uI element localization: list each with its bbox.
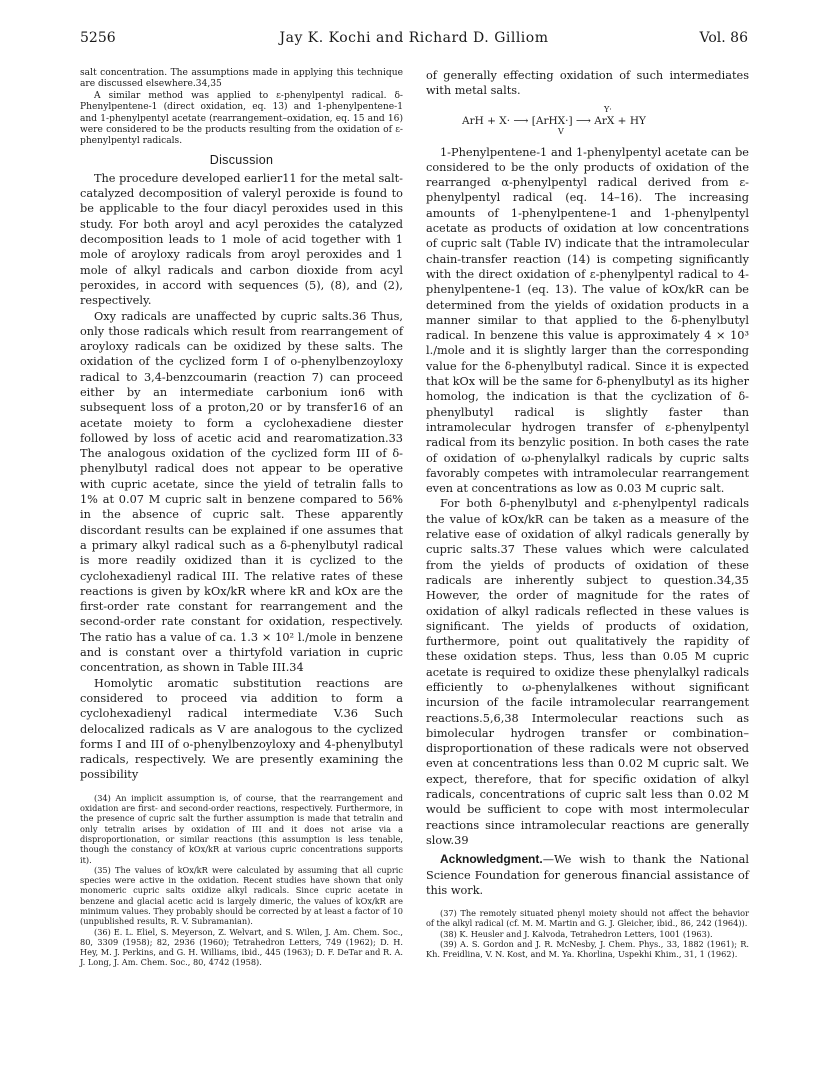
volume-label: Vol. 86 [699, 30, 748, 46]
discussion-paragraph-3: Homolytic aromatic substitution reactions are considered to proceed via addition to form a cyclohexadienyl radical intermediate V.36 Such delocalized radicals as V are analogous to the cyclized forms I and III of o-phenylbenzoyloxy and 4-phenylbutyl radicals, respectively. We are presently examining the possibility [80, 676, 403, 782]
footnote-38: (38) K. Heusler and J. Kalvoda, Tetrahedron Letters, 1001 (1963). [440, 928, 713, 939]
right-paragraph-2: For both δ-phenylbutyl and ε-phenylpentyl radicals the value of kOx/kR can be taken as a measure of the relative ease of oxidation of alkyl radicals generally by cupric salts.37 These values which were calculated from the yields of products of oxidation of these radicals are inherently subject to question.34,35 However, the order of magnitude for the rates of oxidation of alkyl radicals reflected in these values is significant. The yields of products of oxidation, furthermore, point out qualitatively the rapidity of these oxidation steps. Thus, less than 0.05 M cupric acetate is required to oxidize these phenylalkyl radicals efficiently to ω-phenylalkenes without significant incursion of the facile intramolecular rearrangement reactions.5,6,38 Intermolecular reactions such as bimolecular hydrogen transfer or combination–disproportionation of these radicals were not observed even at concentrations less than 0.02 M cupric salt. We expect, therefore, that for specific oxidation of alkyl radicals, concentrations of cupric salt less than 0.02 M would be sufficient to cope with most intermolecular reactions since intramolecular reactions are generally slow.39 [426, 497, 749, 847]
running-authors: Jay K. Kochi and Richard D. Gilliom [279, 30, 549, 46]
footnote-35: (35) The values of kOx/kR were calculated by assuming that all cupric species were active in the oxidation. Recent studies have shown that only monomeric cupric salts oxidize alkyl radicals. Since cupric acetate in benzene and glacial acetic acid is largely dimeric, the values of kOx/kR are minimum values. They probably should be corrected by at least a factor of 10 (unpublished results, R. V. Subramanian). [80, 864, 403, 927]
acknowledgment-heading: Acknowledgment. [440, 852, 543, 867]
acknowledgment-text: —We wish to thank the National Science Foundation for generous financial assistance of this work. [426, 853, 749, 897]
acknowledgment [426, 852, 749, 898]
running-header [80, 30, 748, 50]
right-column [426, 68, 749, 960]
footnote-34: (34) An implicit assumption is, of course, that the rearrangement and oxidation are first- and second-order reactions, respectively. Furthermore, in the presence of cupric salt the further assumption is made that tetralin and only tetralin arises by oxidation of III and it does not arise via a disproportionation, or similar reactions (this assumption is less tenable, though the constancy of kOx/kR at various cupric concentrations supports it). [80, 792, 403, 865]
equation-above-arrow: Y· [604, 104, 612, 114]
footnote-37: (37) The remotely situated phenyl moiety should not affect the behavior of the alkyl radical (cf. M. M. Martin and G. J. Gleicher, ibid., 86, 242 (1964)). [426, 908, 749, 929]
reaction-equation [426, 105, 749, 137]
intro-paragraph-2: A similar method was applied to ε-phenylpentyl radical. δ-Phenylpentene-1 (direct oxidation, eq. 13) and 1-phenylpentene-1 and 1-phenylpentyl acetate (rearrangement–oxidation, eq. 15 and 16) were considered to be the products resulting from the oxidation of ε-phenylpentyl radicals. [80, 90, 403, 147]
equation-below-label: V [558, 126, 564, 136]
discussion-paragraph-2: Oxy radicals are unaffected by cupric salts.36 Thus, only those radicals which result from rearrangement of aroyloxy radicals can be oxidized by these salts. The oxidation of the cyclized form I of o-phenylbenzoyloxy radical to 3,4-benzcoumarin (reaction 7) can proceed either by an intermediate carbonium ion6 with subsequent loss of a proton,20 or by transfer16 of an acetate moiety to form a cyclohexadiene diester followed by loss of acetic acid and rearomatization.33 The analogous oxidation of the cyclized form III of δ-phenylbutyl radical does not appear to be operative with cupric acetate, since the yield of tetralin falls to 1% at 0.07 M cupric salt in benzene compared to 56% in the absence of cupric salt. These apparently discordant results can be explained if one assumes that a primary alkyl radical such as a δ-phenylbutyl radical is more readily oxidized than it is cyclized to the cyclohexadienyl radical III. The relative rates of these reactions is given by kOx/kR where kR and kOx are the first-order rate constant for rearrangement and the second-order rate constant for oxidation, respectively. The ratio has a value of ca. 1.3 × 10² l./mole in benzene and is constant over a thirtyfold variation in cupric concentration, as shown in Table III.34 [80, 309, 403, 675]
intro-paragraph-1: salt concentration. The assumptions made in applying this technique are discussed elsewhere.34,35 [80, 68, 403, 90]
section-title: Discussion [209, 152, 274, 167]
continuation-paragraph: of generally effecting oxidation of such intermediates with metal salts. [426, 69, 749, 98]
equation-main: ArH + X· ⟶ [ArHX·] ⟶ ArX + HY [462, 114, 646, 127]
left-column [80, 68, 403, 968]
discussion-paragraph-1: The procedure developed earlier11 for the metal salt-catalyzed decomposition of valeryl peroxide is found to be applicable to the four diacyl peroxides used in this study. For both aroyl and acyl peroxides the catalyzed decomposition leads to 1 mole of acid together with 1 mole of aroyloxy radicals from aroyl peroxides and 1 mole of alkyl radicals and carbon dioxide from acyl peroxides, in accord with sequences (5), (8), and (2), respectively. [80, 171, 403, 308]
right-paragraph-1: 1-Phenylpentene-1 and 1-phenylpentyl acetate can be considered to be the only products of oxidation of the rearranged α-phenylpentyl radical derived from ε-phenylpentyl radical (eq. 14–16). The increasing amounts of 1-phenylpentene-1 and 1-phenylpentyl acetate as products of oxidation at low concentrations of cupric salt (Table IV) indicate that the intramolecular chain-transfer reaction (14) is competing significantly with the direct oxidation of ε-phenylpentyl radical to 4-phenylpentene-1 (eq. 13). The value of kOx/kR can be determined from the yields of oxidation products in a manner similar to that applied to the δ-phenylbutyl radical. In benzene this value is approximately 4 × 10³ l./mole and it is slightly larger than the corresponding value for the δ-phenylbutyl radical. Since it is expected that kOx will be the same for δ-phenylbutyl as its higher homolog, the indication is that the cyclization of δ-phenylbutyl radical is slightly faster than intramolecular hydrogen transfer of ε-phenylpentyl radical from its benzylic position. In both cases the rate of oxidation of ω-phenylalkyl radicals by cupric salts favorably competes with intramolecular rearrangement even at concentrations as low as 0.03 M cupric salt. [426, 145, 749, 496]
footnote-36: (36) E. L. Eliel, S. Meyerson, Z. Welvart, and S. Wilen, J. Am. Chem. Soc., 80, 3309 (1958); 82, 2936 (1960); Tetrahedron Letters, 749 (1962); D. H. Hey, M. J. Perkins, and G. H. Williams, ibid., 445 (1963); D. F. DeTar and R. A. J. Long, J. Am. Chem. Soc., 80, 4742 (1958). [80, 926, 403, 968]
footnote-39: (39) A. S. Gordon and J. R. McNesby, J. Chem. Phys., 33, 1882 (1961); R. Kh. Freidlina, V. N. Kost, and M. Ya. Khorlina, Uspekhi Khim., 31, 1 (1962). [426, 939, 749, 960]
page-number: 5256 [80, 30, 116, 46]
